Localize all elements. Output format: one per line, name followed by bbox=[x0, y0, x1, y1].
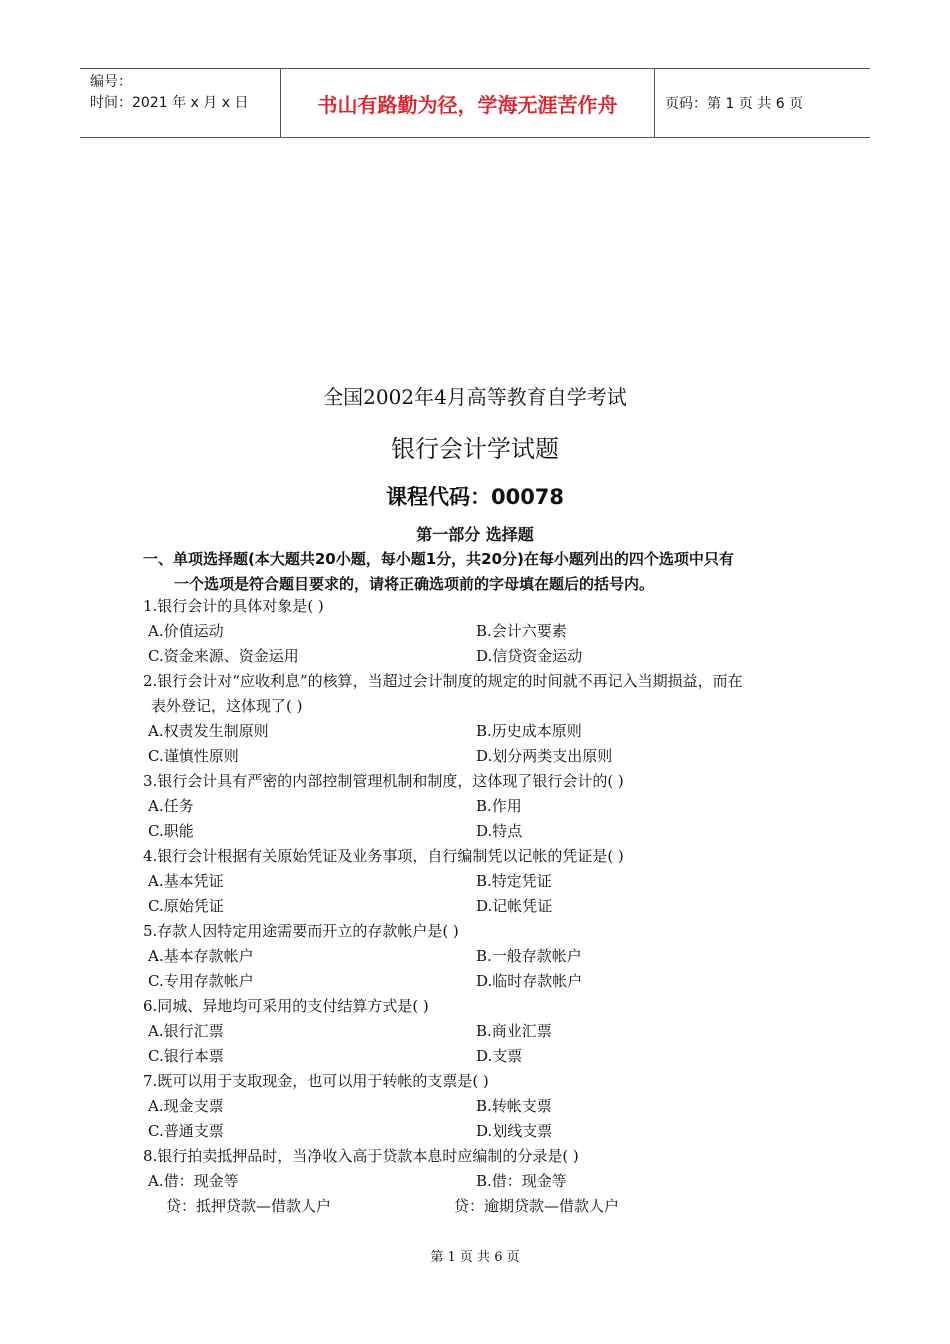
options bbox=[143, 1094, 823, 1144]
option-d: D.特点 bbox=[476, 822, 523, 840]
question-text: 7.既可以用于支取现金，也可以用于转帐的支票是( ) bbox=[143, 1072, 489, 1090]
option-c: C.原始凭证 bbox=[148, 897, 224, 915]
option-a: A.价值运动 bbox=[148, 622, 224, 640]
part-heading: 第一部分 选择题 bbox=[416, 525, 534, 544]
option-a-credit: 贷：抵押贷款—借款人户 bbox=[166, 1197, 332, 1215]
option-b: B.特定凭证 bbox=[476, 872, 552, 890]
option-d: D.临时存款帐户 bbox=[476, 972, 583, 990]
option-c: C.谨慎性原则 bbox=[148, 747, 239, 765]
question-text: 2.银行会计对“应收利息”的核算，当超过会计制度的规定的时间就不再记入当期损益，而在 bbox=[143, 672, 743, 690]
option-c: C.职能 bbox=[148, 822, 194, 840]
question-text: 1.银行会计的具体对象是( ) bbox=[143, 597, 324, 615]
question-text: 3.银行会计具有严密的内部控制管理机制和制度，这体现了银行会计的( ) bbox=[143, 772, 624, 790]
question-2 bbox=[143, 669, 823, 769]
options bbox=[143, 794, 823, 844]
option-d: D.划线支票 bbox=[476, 1122, 553, 1140]
page-info: 页码：第 1 页 共 6 页 bbox=[665, 96, 804, 112]
option-a: A.银行汇票 bbox=[148, 1022, 224, 1040]
question-1 bbox=[143, 594, 823, 669]
option-b-credit: 贷：逾期贷款—借款人户 bbox=[454, 1197, 620, 1215]
option-b: B.作用 bbox=[476, 797, 522, 815]
question-7 bbox=[143, 1069, 823, 1144]
options bbox=[143, 619, 823, 669]
option-b: B.一般存款帐户 bbox=[476, 947, 582, 965]
question-text: 4.银行会计根据有关原始凭证及业务事项，自行编制凭以记帐的凭证是( ) bbox=[143, 847, 624, 865]
question-text: 8.银行拍卖抵押品时，当净收入高于贷款本息时应编制的分录是( ) bbox=[143, 1147, 579, 1165]
question-list bbox=[143, 594, 823, 1219]
section-line-1: 一、单项选择题(本大题共20小题，每小题1分，共20分)在每小题列出的四个选项中只有 bbox=[143, 550, 734, 568]
question-text: 6.同城、异地均可采用的支付结算方式是( ) bbox=[143, 997, 429, 1015]
number-label: 编号： bbox=[90, 74, 132, 90]
option-d: D.划分两类支出原则 bbox=[476, 747, 613, 765]
options bbox=[143, 944, 823, 994]
question-3 bbox=[143, 769, 823, 844]
option-b: B.历史成本原则 bbox=[476, 722, 582, 740]
option-a: A.基本存款帐户 bbox=[148, 947, 254, 965]
exam-title: 全国2002年4月高等教育自学考试 bbox=[323, 385, 627, 409]
option-a: A.借：现金等 bbox=[148, 1172, 239, 1190]
time-label: 时间：2021 年 x 月 x 日 bbox=[90, 95, 249, 111]
option-a: A.现金支票 bbox=[148, 1097, 224, 1115]
question-text: 5.存款人因特定用途需要而开立的存款帐户是( ) bbox=[143, 922, 459, 940]
option-b: B.借：现金等 bbox=[476, 1172, 567, 1190]
motto: 书山有路勤为径，学海无涯苦作舟 bbox=[281, 69, 655, 137]
option-a: A.权责发生制原则 bbox=[148, 722, 269, 740]
options bbox=[143, 1169, 823, 1219]
question-6 bbox=[143, 994, 823, 1069]
option-b: B.转帐支票 bbox=[476, 1097, 552, 1115]
option-a: A.任务 bbox=[148, 797, 194, 815]
question-5 bbox=[143, 919, 823, 994]
option-b: B.商业汇票 bbox=[476, 1022, 552, 1040]
options bbox=[143, 1019, 823, 1069]
page-footer: 第 1 页 共 6 页 bbox=[430, 1250, 520, 1265]
option-d: D.信贷资金运动 bbox=[476, 647, 583, 665]
option-c: C.专用存款帐户 bbox=[148, 972, 254, 990]
option-d: D.记帐凭证 bbox=[476, 897, 553, 915]
header-table bbox=[80, 68, 870, 138]
section-instructions bbox=[143, 547, 823, 597]
option-c: C.银行本票 bbox=[148, 1047, 224, 1065]
question-8 bbox=[143, 1144, 823, 1219]
question-4 bbox=[143, 844, 823, 919]
section-line-2: 一个选项是符合题目要求的，请将正确选项前的字母填在题后的括号内。 bbox=[174, 575, 655, 593]
header-left-cell bbox=[80, 69, 281, 137]
options bbox=[143, 719, 823, 769]
subject-title: 银行会计学试题 bbox=[391, 435, 559, 463]
option-b: B.会计六要素 bbox=[476, 622, 567, 640]
question-text-cont: 表外登记，这体现了( ) bbox=[151, 697, 303, 715]
option-c: C.普通支票 bbox=[148, 1122, 224, 1140]
course-code: 课程代码：00078 bbox=[385, 485, 565, 509]
option-c: C.资金来源、资金运用 bbox=[148, 647, 299, 665]
option-a: A.基本凭证 bbox=[148, 872, 224, 890]
option-d: D.支票 bbox=[476, 1047, 523, 1065]
options bbox=[143, 869, 823, 919]
